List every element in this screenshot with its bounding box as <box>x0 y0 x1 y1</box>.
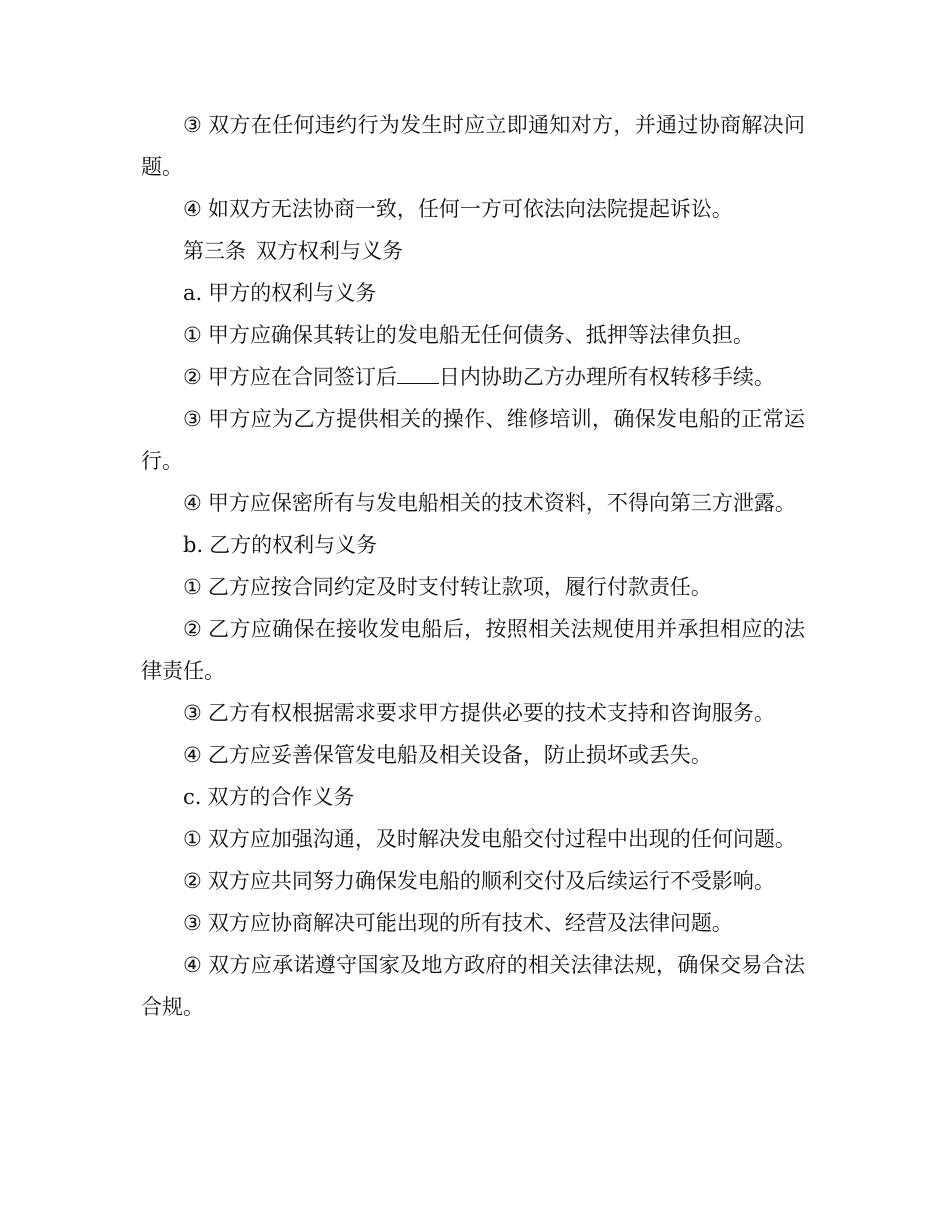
paragraph-text: 双方应协商解决可能出现的所有技术、经营及法律问题。 <box>207 911 733 935</box>
paragraph-text-after-blank: 日内协助乙方办理所有权转移手续。 <box>438 365 775 389</box>
paragraph-text: 如双方无法协商一致，任何一方可依法向法院提起诉讼。 <box>207 197 733 221</box>
fill-in-blank <box>397 357 439 384</box>
paragraph-litigation <box>141 188 805 230</box>
article-heading <box>141 230 805 272</box>
item-number: ④ <box>183 743 202 767</box>
item-number: ④ <box>183 491 202 515</box>
section-title: 双方的合作义务 <box>207 785 355 809</box>
item-number: ② <box>183 617 203 641</box>
paragraph-text: 双方应承诺遵守国家及地方政府的相关法律法规，确保交易合法合规。 <box>141 953 805 1019</box>
paragraph-party-a-2 <box>141 356 805 398</box>
paragraph-party-b-2 <box>141 608 805 692</box>
paragraph-breach-notice <box>141 104 805 188</box>
paragraph-party-b-4 <box>141 734 805 776</box>
article-title: 双方权利与义务 <box>256 239 403 263</box>
paragraph-text: 双方应加强沟通，及时解决发电船交付过程中出现的任何问题。 <box>207 827 796 851</box>
section-letter: a. <box>183 281 203 305</box>
item-number: ④ <box>183 953 203 977</box>
section-title: 乙方的权利与义务 <box>209 533 378 557</box>
item-number: ① <box>183 575 202 599</box>
section-heading-cooperation <box>141 776 805 818</box>
paragraph-text: 双方应共同努力确保发电船的顺利交付及后续运行不受影响。 <box>207 869 775 893</box>
article-number: 第三条 <box>183 239 246 263</box>
section-heading-party-a <box>141 272 805 314</box>
paragraph-text: 乙方有权根据需求要求甲方提供必要的技术支持和咨询服务。 <box>207 701 775 725</box>
paragraph-party-b-3 <box>141 692 805 734</box>
paragraph-text: 甲方应确保其转让的发电船无任何债务、抵押等法律负担。 <box>207 323 754 347</box>
section-letter: c. <box>183 785 202 809</box>
item-number: ② <box>183 365 202 389</box>
item-number: ① <box>183 827 202 851</box>
item-number: ③ <box>183 911 202 935</box>
paragraph-text: 双方在任何违约行为发生时应立即通知对方，并通过协商解决问题。 <box>141 113 805 179</box>
paragraph-text: 甲方应保密所有与发电船相关的技术资料，不得向第三方泄露。 <box>207 491 796 515</box>
paragraph-party-b-1 <box>141 566 805 608</box>
item-number: ① <box>183 323 202 347</box>
paragraph-text: 乙方应确保在接收发电船后，按照相关法规使用并承担相应的法律责任。 <box>141 617 805 683</box>
paragraph-cooperation-1 <box>141 818 805 860</box>
paragraph-cooperation-4 <box>141 944 805 1028</box>
paragraph-party-a-1 <box>141 314 805 356</box>
paragraph-cooperation-2 <box>141 860 805 902</box>
paragraph-text-before-blank: 甲方应在合同签订后 <box>207 365 397 389</box>
item-number: ④ <box>183 197 202 221</box>
section-title: 甲方的权利与义务 <box>208 281 377 305</box>
item-number: ③ <box>183 113 203 137</box>
paragraph-text: 乙方应妥善保管发电船及相关设备，防止损坏或丢失。 <box>207 743 712 767</box>
section-heading-party-b <box>141 524 805 566</box>
paragraph-text: 乙方应按合同约定及时支付转让款项，履行付款责任。 <box>207 575 712 599</box>
paragraph-text: 甲方应为乙方提供相关的操作、维修培训，确保发电船的正常运行。 <box>141 407 805 473</box>
item-number: ③ <box>183 407 203 431</box>
document-page <box>141 104 805 1028</box>
paragraph-cooperation-3 <box>141 902 805 944</box>
section-letter: b. <box>183 533 204 557</box>
item-number: ③ <box>183 701 202 725</box>
paragraph-party-a-3 <box>141 398 805 482</box>
paragraph-party-a-4 <box>141 482 805 524</box>
item-number: ② <box>183 869 202 893</box>
